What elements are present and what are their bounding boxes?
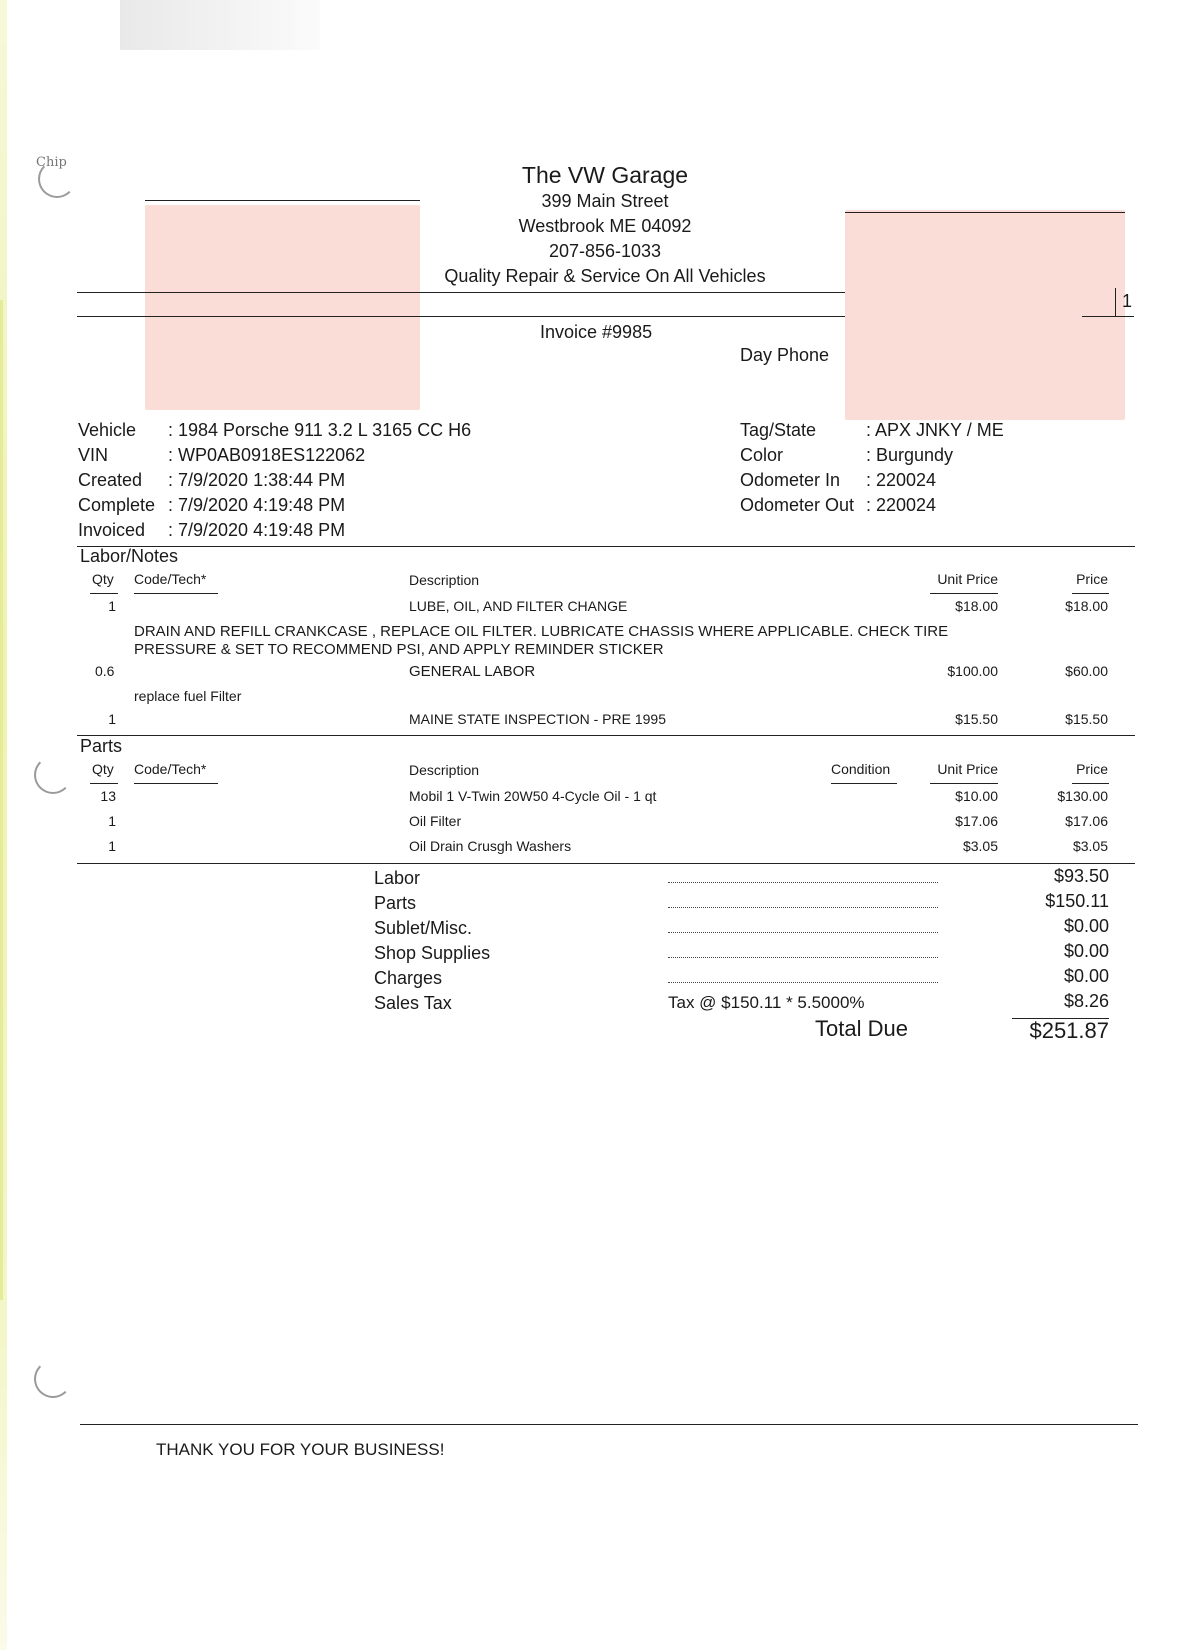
total-sublet-leader — [668, 932, 938, 933]
punch-hole-top — [38, 160, 76, 198]
labor-col-price: Price — [1076, 571, 1108, 587]
total-charges-label: Charges — [374, 968, 443, 988]
labor-col-qty: Qty — [92, 571, 114, 587]
labor-col-code: Code/Tech* — [134, 571, 207, 587]
punch-hole-bottom — [34, 1360, 72, 1398]
total-sublet-value: $0.00 — [1063, 916, 1109, 936]
vehicle-label: Vehicle — [78, 420, 137, 440]
parts-item-price: $17.06 — [1065, 813, 1108, 829]
shop-city: Westbrook ME 04092 — [518, 216, 692, 236]
parts-item-qty: 1 — [108, 813, 116, 829]
totals-section-rule — [77, 863, 1135, 864]
parts-item-qty: 1 — [108, 838, 116, 854]
total-shop-supplies-leader — [668, 957, 938, 958]
shop-tagline: Quality Repair & Service On All Vehicles — [444, 266, 766, 286]
parts-col-code: Code/Tech* — [134, 761, 207, 777]
parts-item-description: Mobil 1 V-Twin 20W50 4-Cycle Oil - 1 qt — [409, 788, 657, 804]
tag-state-value: : APX JNKY / ME — [866, 420, 1004, 440]
parts-code-underline — [134, 783, 218, 784]
labor-item-unit-price: $100.00 — [947, 663, 998, 679]
parts-item-price: $3.05 — [1072, 838, 1108, 854]
created-value: : 7/9/2020 1:38:44 PM — [168, 470, 346, 490]
parts-unit-price-underline — [930, 783, 998, 784]
labor-section-title: Labor/Notes — [80, 546, 179, 566]
margin-handwriting: Chip — [36, 155, 67, 170]
parts-col-description: Description — [409, 762, 480, 778]
footer-rule — [80, 1424, 1138, 1425]
parts-col-condition: Condition — [831, 761, 891, 777]
odometer-in-value: : 220024 — [866, 470, 937, 490]
labor-item-unit-price: $18.00 — [955, 598, 998, 614]
labor-item-price: $60.00 — [1065, 663, 1108, 679]
labor-item-qty: 1 — [108, 711, 116, 727]
parts-col-price: Price — [1076, 761, 1108, 777]
odometer-in-label: Odometer In — [740, 470, 841, 490]
paper-edge-shadow — [0, 300, 3, 1300]
total-labor-label: Labor — [374, 868, 421, 888]
header-rule-1 — [77, 292, 845, 293]
complete-value: : 7/9/2020 4:19:48 PM — [168, 495, 346, 515]
labor-item-price: $18.00 — [1065, 598, 1108, 614]
parts-item-unit-price: $3.05 — [962, 838, 998, 854]
labor-item-price: $15.50 — [1065, 711, 1108, 727]
odometer-out-label: Odometer Out — [740, 495, 855, 515]
sales-tax-value: $8.26 — [1063, 991, 1109, 1011]
parts-item-price: $130.00 — [1057, 788, 1108, 804]
labor-col-description: Description — [409, 572, 480, 588]
total-sublet-label: Sublet/Misc. — [374, 918, 473, 938]
color-value: : Burgundy — [866, 445, 954, 465]
parts-col-qty: Qty — [92, 761, 114, 777]
punch-hole-middle — [34, 756, 72, 794]
parts-qty-underline — [90, 783, 118, 784]
total-labor-value: $93.50 — [1053, 866, 1109, 886]
complete-label: Complete — [78, 495, 156, 515]
total-charges-value: $0.00 — [1063, 966, 1109, 986]
labor-item-description: GENERAL LABOR — [409, 663, 536, 680]
vin-label: VIN — [78, 445, 109, 465]
total-shop-supplies-label: Shop Supplies — [374, 943, 491, 963]
redacted-customer-block — [145, 205, 420, 410]
parts-item-description: Oil Filter — [409, 813, 462, 829]
shop-street: 399 Main Street — [541, 191, 669, 211]
odometer-out-value: : 220024 — [866, 495, 937, 515]
color-label: Color — [740, 445, 784, 465]
labor-item-qty: 1 — [108, 598, 116, 614]
parts-section-title: Parts — [80, 736, 123, 756]
invoice-number: Invoice #9985 — [540, 322, 653, 342]
total-shop-supplies-value: $0.00 — [1063, 941, 1109, 961]
labor-item-description: MAINE STATE INSPECTION - PRE 1995 — [409, 711, 666, 727]
vin-value: : WP0AB0918ES122062 — [168, 445, 366, 465]
total-parts-value: $150.11 — [1045, 891, 1109, 911]
invoiced-label: Invoiced — [78, 520, 146, 540]
header-line-left-top — [145, 200, 420, 201]
shop-phone: 207-856-1033 — [548, 241, 662, 261]
thank-you-message: THANK YOU FOR YOUR BUSINESS! — [156, 1440, 445, 1459]
labor-item-note: DRAIN AND REFILL CRANKCASE , REPLACE OIL FILTER. LUBRICATE CHASSIS WHERE APPLICABLE. CHECK TIRE — [134, 623, 949, 640]
vehicle-value: : 1984 Porsche 911 3.2 L 3165 CC H6 — [168, 420, 472, 440]
redacted-phone-block — [845, 210, 1125, 420]
sales-tax-calculation: Tax @ $150.11 * 5.5000% — [668, 993, 865, 1012]
parts-col-unit-price: Unit Price — [937, 761, 998, 777]
labor-price-underline — [1072, 593, 1109, 594]
labor-item-note: replace fuel Filter — [134, 688, 242, 704]
labor-section-rule — [77, 546, 1135, 547]
parts-condition-underline — [831, 783, 897, 784]
total-parts-leader — [668, 907, 938, 908]
total-parts-label: Parts — [374, 893, 417, 913]
parts-item-description: Oil Drain Crusgh Washers — [409, 838, 572, 854]
sales-tax-label: Sales Tax — [374, 993, 452, 1013]
parts-item-unit-price: $17.06 — [955, 813, 998, 829]
labor-code-underline — [134, 593, 218, 594]
labor-item-description: LUBE, OIL, AND FILTER CHANGE — [409, 598, 628, 614]
parts-item-unit-price: $10.00 — [955, 788, 998, 804]
total-due-label: Total Due — [815, 1016, 908, 1041]
day-phone-label: Day Phone — [740, 345, 830, 365]
shop-name: The VW Garage — [521, 162, 689, 188]
labor-item-note-cont: PRESSURE & SET TO RECOMMEND PSI, AND APPLY REMINDER STICKER — [134, 641, 664, 658]
page-number-bar — [1115, 288, 1116, 316]
total-due-value: $251.87 — [1029, 1018, 1109, 1043]
scan-smudge — [120, 0, 320, 50]
tag-state-label: Tag/State — [740, 420, 817, 440]
parts-item-qty: 13 — [100, 788, 116, 804]
created-label: Created — [78, 470, 143, 490]
labor-item-qty: 0.6 — [95, 663, 115, 679]
header-rule-2-right — [1082, 316, 1134, 317]
labor-col-unit-price: Unit Price — [937, 571, 998, 587]
parts-price-underline — [1072, 783, 1109, 784]
page-number: 1 — [1122, 291, 1133, 311]
labor-qty-underline — [90, 593, 118, 594]
invoiced-value: : 7/9/2020 4:19:48 PM — [168, 520, 346, 540]
labor-item-unit-price: $15.50 — [955, 711, 998, 727]
total-charges-leader — [668, 982, 938, 983]
labor-unit-price-underline — [930, 593, 998, 594]
header-line-right-top — [845, 212, 1125, 213]
header-rule-2 — [77, 316, 845, 317]
parts-section-rule — [77, 735, 1135, 736]
total-labor-leader — [668, 882, 938, 883]
